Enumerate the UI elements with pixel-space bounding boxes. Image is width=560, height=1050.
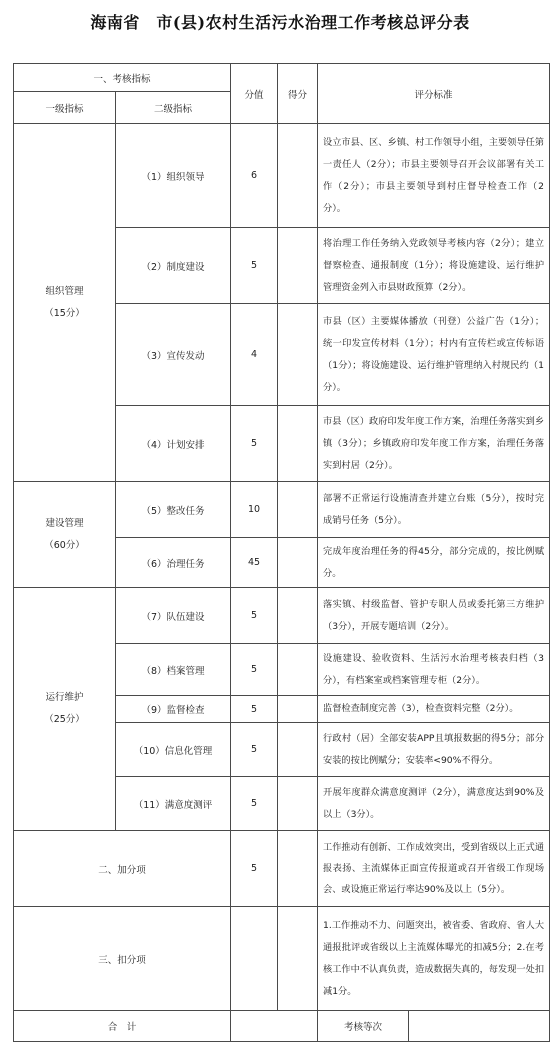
item-score: 5 [231,723,278,777]
group-sub: （60分） [44,539,85,551]
item-score: 6 [231,124,278,228]
item-score: 45 [231,538,278,588]
item-points [278,538,318,588]
item-label: （8）档案管理 [116,644,231,696]
header-score: 分值 [231,64,278,124]
header-level2: 二级指标 [116,92,231,124]
item-points [278,482,318,538]
deduct-points [278,907,318,1011]
deduct-label: 三、扣分项 [14,907,231,1011]
item-label: （4）计划安排 [116,406,231,482]
item-criteria: 监督检查制度完善（3），检查资料完整（2分）。 [318,696,550,723]
item-points [278,696,318,723]
bonus-score: 5 [231,831,278,907]
group-sub: （25分） [44,714,85,725]
bonus-points [278,831,318,907]
item-points [278,588,318,644]
header-level1: 一级指标 [14,92,116,124]
item-label: （9）监督检查 [116,696,231,723]
header-section1: 一、考核指标 [14,64,231,92]
deduct-criteria: 1.工作推动不力、问题突出，被省委、省政府、省人大通报批评或省级以上主流媒体曝光的扣减5分；2.在考核工作中不认真负责，造成数据失真的，每发现一处扣减1分。 [318,907,550,1011]
grade-label: 考核等次 [318,1011,409,1041]
item-points [278,777,318,831]
item-points [278,406,318,482]
header-criteria: 评分标准 [318,64,550,124]
item-label: （1）组织领导 [116,124,231,228]
item-criteria: 行政村（居）全部安装APP且填报数据的得5分；部分安装的按比例赋分；安装率<90%不得分。 [318,723,550,777]
item-points [278,644,318,696]
item-criteria: 开展年度群众满意度测评（2分），满意度达到90%及以上（3分）。 [318,777,550,831]
header-points: 得分 [278,64,318,124]
item-score: 5 [231,228,278,304]
group-name: 组织管理 [45,285,84,297]
group-build [14,482,116,588]
deduct-score [231,907,278,1011]
item-criteria: 市县（区）主要媒体播放（刊登）公益广告（1分）；统一印发宣传材料（1分）；村内有宣传栏或宣传标语（1分）；将设施建设、运行维护管理纳入村规民约（1分）。 [318,304,550,406]
total-label: 合 计 [14,1011,231,1042]
item-label: （10）信息化管理 [116,723,231,777]
group-name: 运行维护 [45,692,84,703]
item-score: 5 [231,696,278,723]
item-criteria: 落实镇、村级监督、管护专职人员或委托第三方维护（3分），开展专题培训（2分）。 [318,588,550,644]
item-criteria: 市县（区）政府印发年度工作方案，治理任务落实到乡镇（3分）；乡镇政府印发年度工作方案，治理任务落实到村居（2分）。 [318,406,550,482]
item-criteria: 完成年度治理任务的得45分，部分完成的，按比例赋分。 [318,538,550,588]
score-table [13,63,550,1042]
item-criteria: 部署不正常运行设施清查并建立台账（5分），按时完成销号任务（5分）。 [318,482,550,538]
item-label: （7）队伍建设 [116,588,231,644]
group-ops [14,588,116,831]
page-title: 海南省 市(县)农村生活污水治理工作考核总评分表 [90,13,470,32]
group-sub: （15分） [44,307,85,319]
item-label: （6）治理任务 [116,538,231,588]
item-score: 4 [231,304,278,406]
grade-value [409,1011,549,1041]
item-points [278,228,318,304]
item-label: （3）宣传发动 [116,304,231,406]
bonus-label: 二、加分项 [14,831,231,907]
grade-cell [318,1011,550,1042]
item-points [278,124,318,228]
item-score: 5 [231,777,278,831]
group-org [14,124,116,482]
item-score: 5 [231,406,278,482]
item-label: （2）制度建设 [116,228,231,304]
total-value [231,1011,318,1042]
item-score: 5 [231,588,278,644]
item-points [278,723,318,777]
item-label: （5）整改任务 [116,482,231,538]
item-points [278,304,318,406]
item-score: 10 [231,482,278,538]
item-score: 5 [231,644,278,696]
item-label: （11）满意度测评 [116,777,231,831]
item-criteria: 设立市县、区、乡镇、村工作领导小组，主要领导任第一责任人（2分）；市县主要领导召开会议部署有关工作（2分）；市县主要领导到村庄督导检查工作（2分）。 [318,124,550,228]
group-name: 建设管理 [45,517,84,529]
item-criteria: 设施建设、验收资料、生活污水治理考核表归档（3分），有档案室或档案管理专柜（2分）。 [318,644,550,696]
item-criteria: 将治理工作任务纳入党政领导考核内容（2分）；建立督察检查、通报制度（1分）；将设施建设、运行维护管理资金列入市县财政预算（2分）。 [318,228,550,304]
bonus-criteria: 工作推动有创新、工作成效突出，受到省级以上正式通报表扬、主流媒体正面宣传报道或召开省级工作现场会、或设施正常运行率达90%及以上（5分）。 [318,831,550,907]
